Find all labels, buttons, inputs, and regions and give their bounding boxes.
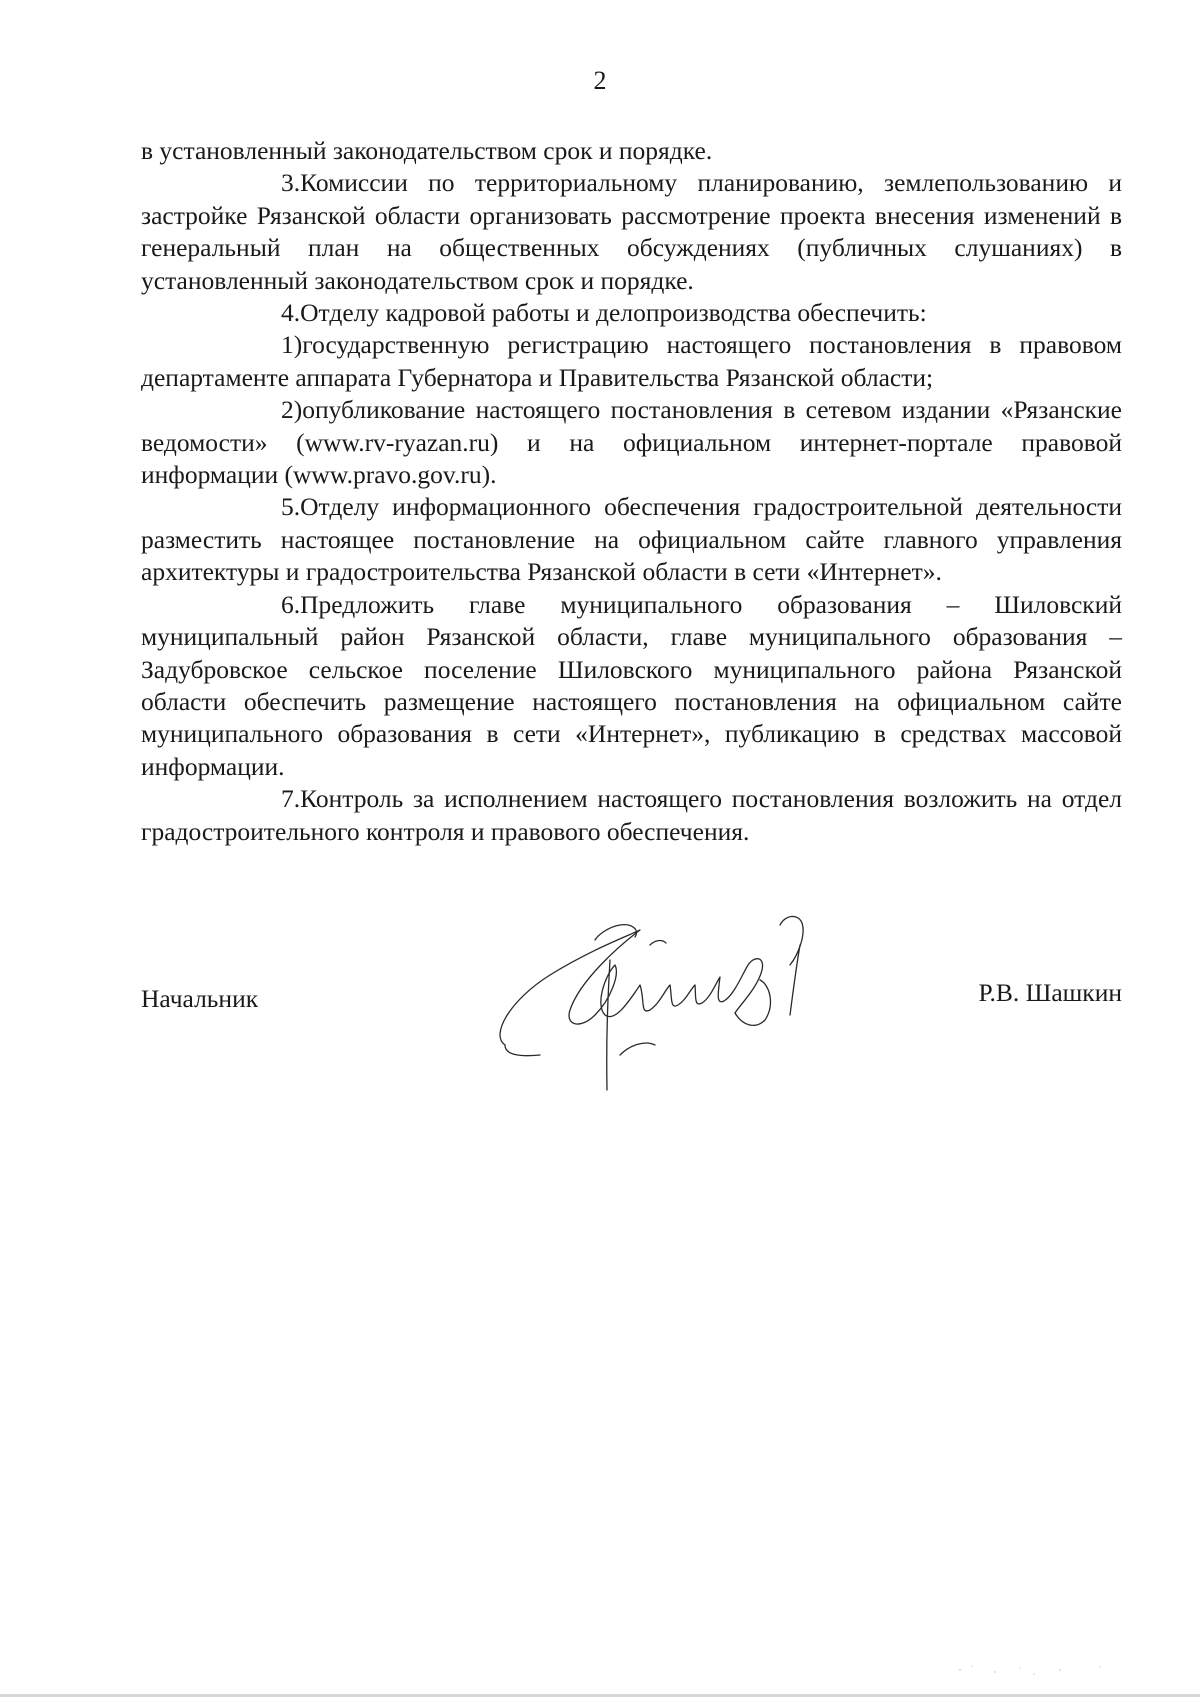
paragraph-text: Предложить главе муниципального образования – Шиловский муниципальный район Рязанской области, главе муниципального образования – Задубровское сельское поселение Шиловского муниципального района Рязанской области обеспечить размещение настоящего постановления на официальном сайте муниципального образования в сети «Интернет», публикацию в средствах массовой информации. bbox=[141, 589, 1122, 781]
paragraph-number: 3. bbox=[281, 168, 301, 198]
paragraph-text: Отделу кадровой работы и делопроизводства обеспечить: bbox=[300, 298, 927, 328]
page-number: 2 bbox=[593, 66, 607, 95]
paragraph-item-4 bbox=[141, 297, 1122, 329]
paragraph-number: 4. bbox=[281, 298, 301, 328]
signatory-title: Начальник bbox=[141, 984, 259, 1013]
paragraph-item-3 bbox=[141, 167, 1122, 297]
paragraph-text: Отделу информационного обеспечения градостроительной деятельности разместить настоящее постановление на официальном сайте главного управления архитектуры и градостроительства Рязанской области в сети «Интернет». bbox=[141, 492, 1122, 587]
paragraph-text: Контроль за исполнением настоящего постановления возложить на отдел градостроительного контроля и правового обеспечения. bbox=[141, 784, 1122, 846]
paragraph-item-6 bbox=[141, 589, 1122, 783]
paragraph-item-4-2 bbox=[141, 394, 1122, 491]
paragraph-number: 7. bbox=[281, 784, 301, 814]
paragraph-number: 5. bbox=[281, 492, 301, 522]
paragraph-text: в установленный законодательством срок и порядке. bbox=[141, 136, 713, 165]
paragraph-number: 2) bbox=[281, 395, 303, 425]
signatory-name: Р.В. Шашкин bbox=[978, 978, 1122, 1007]
paragraph-item-4-1 bbox=[141, 329, 1122, 394]
paragraph-text: Комиссии по территориальному планированию, землепользованию и застройке Рязанской области организовать рассмотрение проекта внесения изменений в генеральный план на общественных обсуждениях (публичных слушаниях) в установленный законодательством срок и порядке. bbox=[141, 168, 1122, 295]
paragraph-number: 6. bbox=[281, 589, 301, 619]
paragraph-number: 1) bbox=[281, 330, 303, 360]
scan-artifact bbox=[950, 1660, 1130, 1680]
paragraph-text: опубликование настоящего постановления в сетевом издании «Рязанские ведомости» (www.rv-ryazan.ru) и на официальном интернет-портале правовой информации (www.pravo.gov.ru). bbox=[141, 395, 1122, 490]
paragraph-text: государственную регистрацию настоящего постановления в правовом департаменте аппарата Губернатора и Правительства Рязанской области; bbox=[141, 330, 1122, 392]
paragraph-item-5 bbox=[141, 491, 1122, 588]
paragraph-item-7 bbox=[141, 783, 1122, 848]
paragraph-continuation bbox=[141, 135, 1122, 167]
handwritten-signature bbox=[480, 905, 840, 1095]
document-body bbox=[141, 135, 1122, 848]
